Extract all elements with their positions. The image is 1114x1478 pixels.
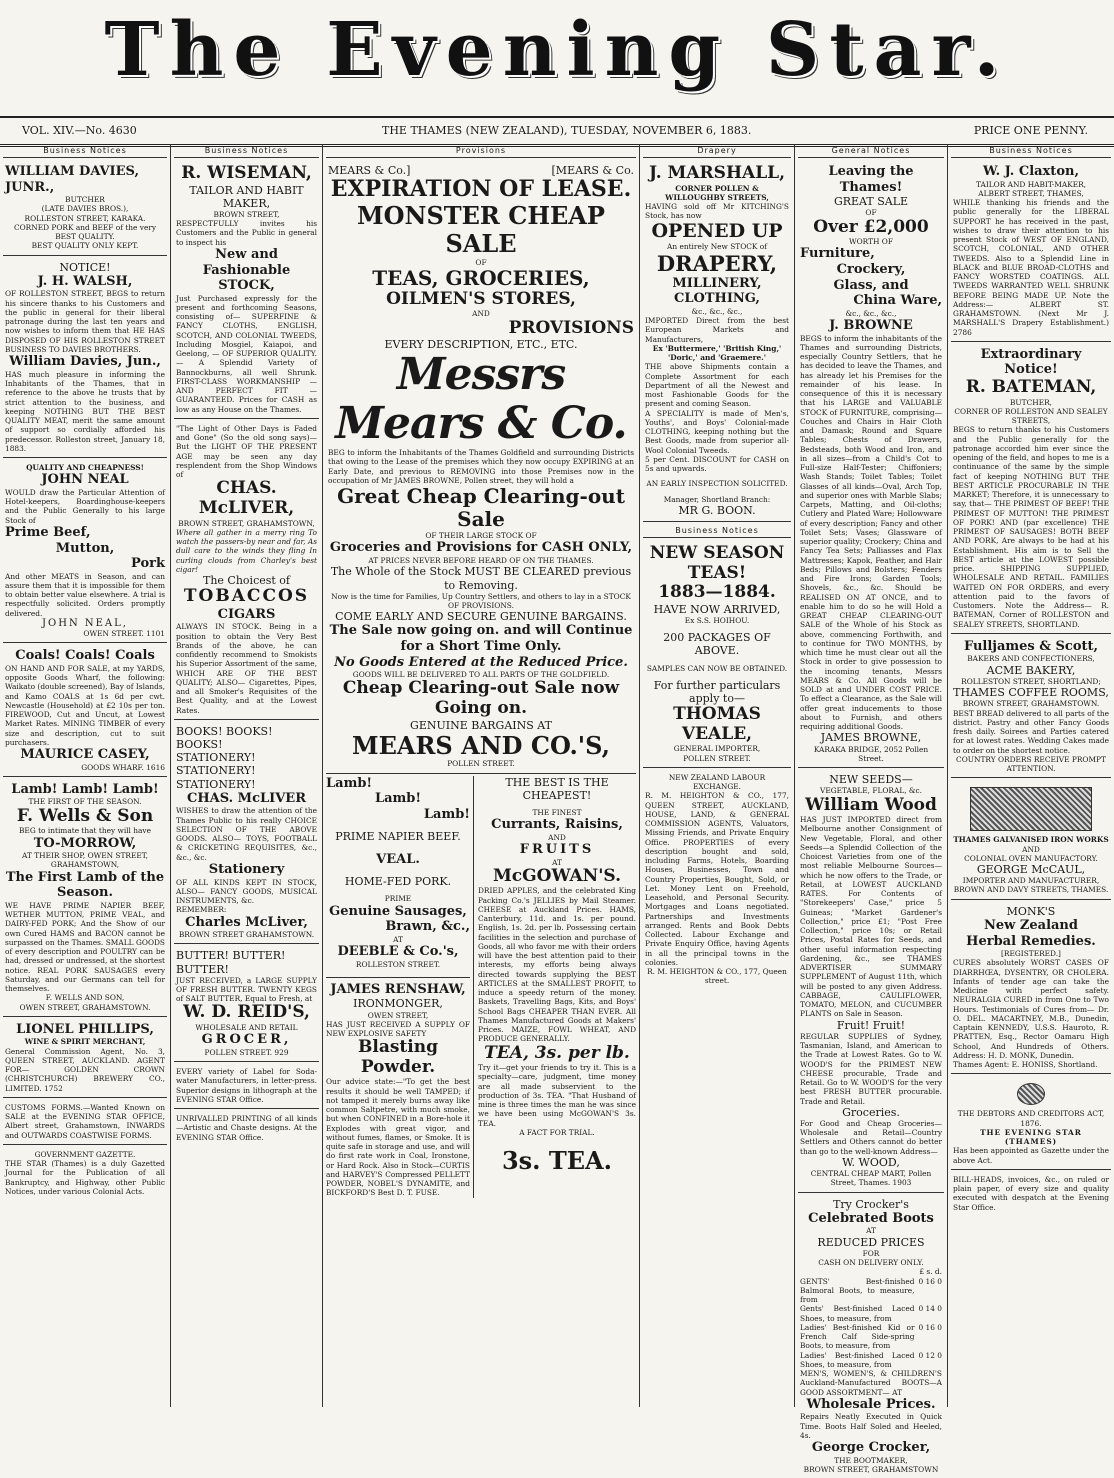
ad-heading: 1883—1884. — [658, 582, 776, 603]
ad-wd-reid — [174, 946, 319, 1062]
ad-heading: THE BEST IS THE CHEAPEST! — [505, 775, 609, 802]
ad-address: OWEN STREET, — [367, 1010, 429, 1020]
ad-subheading: THE FINEST — [532, 807, 582, 817]
ad-tagline: COUNTRY ORDERS RECEIVE PROMPT ATTENTION. — [956, 754, 1106, 774]
ad-connector: AT — [552, 857, 562, 867]
ad-mears-and-co — [326, 161, 636, 774]
ad-books-stationery — [174, 722, 319, 944]
ad-heading: Stationery — [208, 861, 285, 877]
ad-subheading: An entirely New STOCK of — [667, 242, 767, 252]
ad-r-bateman — [951, 344, 1111, 634]
ad-thomas-veale — [643, 541, 791, 768]
ad-address: BROWN AND DAVY STREETS, THAMES. — [953, 885, 1109, 895]
ad-address: BROWN STREET, GRAHAMSTOWN. — [962, 699, 1100, 709]
ad-body: THE above Shipments contain a Complete Assortment for each Department of all the Newest and most Fashionable Goods for the present and coming Season. — [645, 362, 789, 409]
volume-number: VOL. XIV.—No. 4630 — [22, 124, 137, 137]
ad-body: BEST BREAD delivered to all parts of the district. Pastry and other Fancy Goods fresh daily. Soirees and Parties catered for at lowest rates. Wedding Cakes made to order on the shortest notice. — [953, 708, 1109, 755]
ad-james-renshaw — [326, 977, 470, 1198]
ad-item: Genuine Sausages, — [329, 903, 467, 919]
ad-address: CORNER OF ROLLESTON AND SEALEY STREETS, — [954, 406, 1108, 426]
ad-signature: F. WELLS AND SON, — [45, 993, 125, 1003]
ad-subheading: (LATE DAVIES BROS.), — [41, 204, 129, 214]
ad-heading: Fulljames & Scott, — [963, 638, 1099, 654]
ad-subheading: BUTCHER — [65, 195, 105, 205]
ad-body: BEGS to return thanks to his Customers and the Public generally for the patronage accorded him ever since the opening of the field, and hopes to me is a continuance of the same by the simple fact of keeping NOTHING BUT THE BEST ARTICLE PROCURABLE IN THE MARKET; Therefore, it is unnecessary to say, that— THE PRIMEST OF BEEF! THE PRIMEST OF MUTTON! THE PRIMEST OF PORK! AND (par excellence) THE PRIMEST OF SAUSAGES! BOTH BEEF AND PORK, Are always to be had at his Establishment. His aim is to Sell the BEST article at the LOWEST possible price. SHIPPING SUPPLIED, WHOLESALE AND RETAIL. FAMILIES WAITED ON FOR ORDERS, and every attention paid to the favors of Customers. Note the Address— R. BATEMAN, Corner of ROLLESTON and SEALEY STREETS, SHORTLAND. — [953, 425, 1109, 629]
ad-heading: Try Crocker's — [833, 1197, 909, 1211]
ad-heading: NEW SEASON TEAS! — [649, 543, 785, 583]
ad-heading: Great Cheap Clearing-out Sale — [337, 484, 625, 532]
ad-heading: CHAS. McLIVER — [186, 790, 307, 806]
ad-body: CUSTOMS FORMS.—Wanted Known on SALE at the EVENING STAR OFFICE, Albert street, Grahamstown, INWARDS and OUTWARDS COASTWISE FORMS. — [5, 1102, 165, 1140]
ad-subheading: WHOLESALE AND RETAIL — [195, 1023, 298, 1033]
ad-heading: BOOKS! BOOKS! BOOKS! — [176, 724, 273, 752]
ad-heading: NEW ZEALAND LABOUR EXCHANGE. — [668, 772, 766, 792]
ad-connector: OF — [475, 257, 487, 267]
ad-subheading: EVERY DESCRIPTION, ETC., ETC. — [384, 338, 578, 352]
price-item: Ladies' Best-finished Kid or French Calf Side-spring Boots, to measure, from — [800, 1322, 915, 1351]
ad-heading: Lamb! — [374, 791, 422, 807]
ad-heading: BUTTER! BUTTER! BUTTER! — [176, 949, 286, 976]
ad-body: CORNED PORK and BEEF of the very BEST QUALITY. — [13, 222, 157, 242]
ad-heading: CHAS. McLIVER, — [198, 478, 295, 518]
ad-signature: JOHN NEAL, — [42, 617, 128, 629]
provisions-lower — [326, 776, 636, 1416]
ad-monks-herbal — [951, 902, 1111, 1075]
ad-subheading: CASH ON DELIVERY ONLY. — [818, 1258, 924, 1268]
section-caption: General Notices — [798, 144, 944, 158]
ad-heading: LIONEL PHILLIPS, — [16, 1021, 154, 1037]
ad-heading: New Zealand — [984, 917, 1078, 933]
ad-connector: &c., &c., &c., — [691, 306, 743, 316]
ad-heading: DEEBLE & Co.'s, — [337, 943, 459, 959]
ad-body: COME EARLY AND SECURE GENUINE BARGAINS. — [335, 610, 627, 624]
ad-subheading: HAVE NOW ARRIVED, — [653, 602, 781, 616]
ad-connector: AND — [1022, 844, 1040, 854]
ad-heading: OPENED UP — [651, 219, 783, 242]
ad-walsh — [3, 258, 167, 458]
ad-heading: DRAPERY, — [656, 250, 778, 276]
ad-address: BROWN STREET, GRAHAMSTOWN — [803, 1465, 939, 1475]
column-general-notices — [795, 144, 948, 1475]
ad-subheading: GENERAL IMPORTER, — [673, 744, 761, 754]
ad-heading: MONSTER CHEAP SALE — [357, 201, 605, 259]
price-row — [800, 1304, 942, 1323]
ad-body: RESPECTFULLY invites his Customers and the Public in general to inspect his — [176, 219, 317, 247]
ad-william-davies — [3, 161, 167, 256]
ad-item: PRIME NAPIER BEEF. — [335, 830, 461, 844]
ad-heading: MONK'S — [1006, 904, 1056, 918]
ad-address: KARAKA BRIDGE, 2052 Pollen Street. — [813, 744, 929, 763]
ad-debtors-creditors — [951, 1076, 1111, 1170]
ad-heading: Coals! Coals! Coals — [15, 648, 155, 664]
ad-body: Try it—get your friends to try it. This is a specialty—care, judgment, time money are all made subservient to the production of 3s. TEA. "That Husband of mine is three times the man he was since we have been using McGOWAN'S 3s. TEA. — [478, 1063, 636, 1128]
ad-subheading: OF THEIR LARGE STOCK OF — [425, 531, 537, 541]
ad-subheading: THE FIRST OF THE SEASON. — [28, 797, 142, 807]
ad-address: OWEN STREET. 1101 — [83, 628, 165, 638]
ad-subheading: Manager, Shortland Branch: — [663, 494, 771, 504]
ad-heading: McGOWAN'S. — [492, 865, 622, 886]
ad-tagline: A FACT FOR TRIAL. — [519, 1127, 595, 1137]
ad-subheading: TAILOR AND HABIT MAKER, — [189, 183, 304, 210]
newspaper-title: The Evening Star. — [104, 7, 1010, 93]
ad-heading: Lamb! — [423, 806, 470, 822]
price-value: 0 12 0 — [918, 1350, 942, 1360]
ad-heading: F. Wells & Son — [16, 805, 154, 826]
ad-signature: W. WOOD, — [842, 1155, 900, 1169]
ad-heading: GREAT SALE — [833, 195, 909, 209]
ad-heading: No Goods Entered at the Reduced Price. — [334, 654, 628, 670]
ad-connector: AND — [472, 309, 490, 319]
ad-body: DRIED APPLES, and the celebrated King Packing Co.'s JELLIES by Mail Steamer. CHEESE at Auckland Prices. HAMS, Canterbury, 11d. and 1s. per pound. English, 1s. 2d. per lb. Possessing certain facilities in the selection and purchase of Goods, all who favor me with their orders will have the best attention paid to their interests, my efforts being always directed towards supplying the BEST ARTICLES at the SMALLEST PROFIT, to induce a speedy return of the money. Baskets, Travelling Bags, Kits, and Boys' School Bags CHEAPER THAN EVER. All Thames Manufactured Goods at Makers' Prices. MAIZE, FOWL WHEAT, AND PRODUCE GENERALLY. — [478, 886, 636, 1044]
ad-body: 5 per Cent. DISCOUNT for CASH on 5s and upwards. — [645, 454, 789, 474]
ad-connector: PRIME — [384, 894, 412, 904]
ad-heading: MILLINERY, — [672, 275, 762, 291]
price-table-header: £ s. d. — [919, 1267, 942, 1277]
ad-heading: Celebrated Boots — [808, 1210, 934, 1226]
ad-heading: J. MARSHALL, — [648, 163, 786, 183]
ad-address: CORNER POLLEN & WILLOUGHBY STREETS, — [665, 183, 769, 202]
ad-r-wiseman — [174, 161, 319, 419]
price-row — [800, 1277, 942, 1305]
ad-heading: PROVISIONS — [508, 317, 634, 338]
ad-heading: Extraordinary Notice! — [980, 346, 1082, 378]
ad-connector: FOR — [862, 1248, 880, 1258]
ad-heading: Over £2,000 — [813, 216, 929, 237]
ad-william-wood — [798, 770, 944, 1193]
ad-chas-mcliver-tobacco — [174, 421, 319, 720]
ad-body: OF ROLLESTON STREET, BEGS to return his sincere thanks to his Customers and the public in general for their liberal patronage during the last ten years and now wishes to inform them that HE HAS DISPOSED OF HIS ROLLESTON STREET BUSINESS TO DAVIES BROTHERS. — [5, 289, 165, 354]
column-business-notices-1 — [0, 144, 171, 1407]
ad-fulljames-scott — [951, 636, 1111, 778]
ad-subheading: VEGETABLE, FLORAL, &c. — [820, 786, 922, 796]
ad-subheading: BUTCHER, — [1010, 397, 1052, 407]
ad-body: HAS JUST RECEIVED A SUPPLY OF NEW EXPLOSIVE SAFETY — [326, 1019, 470, 1039]
ad-heading: THE DEBTORS AND CREDITORS ACT, 1876. — [957, 1109, 1105, 1128]
ad-subheading: 200 PACKAGES OF ABOVE. — [663, 631, 771, 658]
ad-item: Prime Beef, — [5, 524, 91, 540]
ad-lionel-phillips — [3, 1019, 167, 1098]
ad-address: OWEN STREET, GRAHAMSTOWN. — [19, 1002, 151, 1012]
ad-heading: NEW SEEDS— — [829, 773, 913, 787]
ad-address: GOODS WHARF. 1616 — [81, 762, 165, 772]
section-caption: Provisions — [326, 144, 636, 158]
ad-bill-heads — [951, 1172, 1111, 1216]
ad-subheading: IMPORTER AND MANUFACTURER, — [962, 876, 1100, 886]
ad-subheading: IRONMONGER, — [353, 997, 443, 1011]
ad-labour-exchange — [643, 770, 791, 990]
price-value: 0 14 0 — [918, 1304, 942, 1314]
ad-connector: AT — [393, 934, 403, 944]
ad-address: POLLEN STREET. — [683, 753, 751, 763]
ad-body: UNRIVALLED PRINTING of all kinds —Artistic and Chaste designs. At the EVENING STAR Office. — [176, 1114, 317, 1142]
ad-heading: Wholesale Prices. — [806, 1396, 936, 1412]
ad-connector: &c., &c., &c., — [845, 308, 897, 318]
ad-address: ALBERT STREET, THAMES, — [978, 188, 1084, 198]
ad-body: BILL-HEADS, invoices, &c., on ruled or plain paper, of every size and quality executed with despatch at the Evening Star Office. — [953, 1174, 1109, 1212]
ad-heading: Cheap Clearing-out Sale now Going on. — [342, 678, 620, 718]
coat-of-arms — [1017, 1083, 1045, 1105]
price-item: Gents' Best-finished Laced Shoes, to measure, from — [800, 1304, 915, 1323]
ad-tagline: BEST QUALITY ONLY KEPT. — [31, 241, 139, 251]
ad-heading: GEORGE McCAUL, — [976, 863, 1086, 877]
ad-remember: REMEMBER: — [176, 905, 227, 915]
ad-heading: [MEARS & Co. — [551, 164, 634, 177]
price-item: Ladies' Best-finished Laced Shoes, to measure, from — [800, 1350, 915, 1369]
ad-body: For Good and Cheap Groceries—Wholesale and Retail—Country Settlers and Others cannot do better than go to the well-known Address— — [800, 1118, 942, 1156]
ad-body: ON HAND AND FOR SALE, at my YARDS, opposite Goods Wharf, the following: Waikato (double screened), Bay of Islands, and Kamo COALS at 1s 6d per cwt. Newcastle (Household) at £2 10s per ton. FIREWOOD, Cut and Uncut, at Lowest Market Rates. MINING TIMBER of every size and description, cut to suit purchasers. — [5, 663, 165, 747]
ad-body: CURES absolutely WORST CASES OF DIARRHŒA, DYSENTRY, OR CHOLERA. Infants of tender age can take the Medicine with perfect safety. NEURALGIA CURED in from One to Two Hours. Testimonials of Cures from— Dr. O. DEL. MACARTNEY, M.B., Dunedin, Captain KENNEDY, U.S.S. Hauroto, R. PRATTEN, Esq., Rector Oamaru High School, And Hundreds of Others. Address: H. D. MONK, Dunedin. — [953, 958, 1109, 1060]
ad-signature: MAURICE CASEY, — [20, 747, 150, 763]
ad-heading: W. D. REID'S, — [183, 1002, 310, 1023]
ad-heading: TEA, 3s. per lb. — [484, 1042, 630, 1063]
ad-j-marshall — [643, 161, 791, 522]
ad-body: HAS JUST IMPORTED direct from Melbourne another Consignment of New Vegetable, Floral, and other Seeds—a Splendid Collection of the Choicest Varieties from one of the most reliable Melbourne Sources—which he now offers to the Trade, or Retail, at LOWEST AUCKLAND RATES. For Contents of "Storekeepers' Case," price 5 Guineas; "Market Gardener's Collection," price £1; "Post Free Collection," price 10s; or Retail Prices, Postal Rates for Seeds, and other useful information respecting Gardening, &c., see THAMES ADVERTISER SUMMARY SUPPLEMENT of August 11th, which will be posted to any given Address. CABBAGE, CAULIFLOWER, TOMATO, MELON, and CUCUMBER PLANTS on Sale in Season. — [800, 815, 942, 1019]
ad-body: Has been appointed as Gazette under the above Act. — [953, 1146, 1109, 1165]
price-value: 0 16 0 — [918, 1276, 942, 1286]
ad-body: And other MEATS in Season, and can assure them that it is impossible for them to obtain better value elsewhere. A trial is respectfully solicited. Orders promptly delivered. — [5, 571, 165, 618]
ad-heading: WILLIAM DAVIES, JUNR., — [5, 164, 139, 195]
ad-subheading: Ex S.S. HOIHOU. — [684, 615, 750, 625]
ad-heading: New and Fashionable STOCK, — [202, 246, 291, 294]
ad-heading: CLOTHING, — [674, 291, 760, 307]
ad-item: HOME-FED PORK. — [344, 875, 452, 889]
column-business-notices-3 — [948, 144, 1114, 1407]
ad-subheading: TAILOR AND HABIT-MAKER, — [975, 179, 1087, 189]
ad-body: MEN'S, WOMEN'S, & CHILDREN'S Auckland-Manufactured BOOTS—A GOOD ASSORTMENT— AT — [800, 1369, 942, 1397]
ad-heading: J. BROWNE — [829, 318, 913, 334]
ad-f-wells — [3, 779, 167, 1017]
masthead — [0, 0, 1114, 108]
ad-heading: JAMES RENSHAW, — [330, 981, 466, 997]
ad-customs-forms — [3, 1100, 167, 1145]
price: PRICE ONE PENNY. — [973, 124, 1088, 137]
ad-signature: R. M. HEIGHTON & CO., 177, Queen street. — [647, 967, 787, 986]
ad-body: Just Purchased expressly for the present and forthcoming Seasons, consisting of— SUPERFINE & FANCY CLOTHS, ENGLISH, SCOTCH, AND COLONIAL TWEEDS, Including Mosgiel, Kaiapoi, and Geelong, — OF SUPERIOR QUALITY. — A Splendid Variety of Bannockburns, all well Shrunk. FIRST-CLASS WORKMANSHIP — AND PERFECT FIT — GUARANTEED. Prices for CASH as low as any House on the Thames. — [176, 293, 317, 414]
ad-george-crocker — [798, 1195, 944, 1478]
ad-heading: R. BATEMAN, — [965, 377, 1097, 398]
ad-connector: OF — [865, 208, 877, 218]
ad-body: JUST RECEIVED, a LARGE SUPPLY OF FRESH BUTTER. TWENTY KEGS of SALT BUTTER, Equal to Fresh, at — [176, 975, 317, 1004]
ad-george-mccaul — [951, 780, 1111, 899]
ad-government-gazette — [3, 1147, 167, 1200]
ad-signature: George Crocker, — [811, 1440, 931, 1456]
ad-subheading: The Choicest of — [203, 574, 290, 588]
section-caption: Business Notices — [643, 524, 791, 538]
ad-address: BROWN STREET, GRAHAMSTOWN, — [178, 518, 315, 528]
ad-address: POLLEN STREET. 929 — [204, 1047, 289, 1057]
ad-john-neal — [3, 460, 167, 643]
ad-heading: TOBACCOS — [183, 586, 310, 607]
ad-body: BEGS to inform the inhabitants of the Thames and surrounding Districts, especially Country Settlers, that he has decided to leave the Thames, and has already let his Premises for the remainder of his lease. In consequence of this it is necessary that his LARGE and VALUABLE STOCK of FURNITURE, comprising—Couches and Chairs in Hair Cloth and Damask; Round and Square Tables; Chests of Drawers, Bedsteads, both Wood and Iron, and in all sizes—from a Child's Cot to Full-size Half-Tester; Chiffoniers; Wash Stands; Toilet Tables; Toilet Glasses of all kinds—Oval, Arch Top, and superior ones with Marble Slabs; Carpets, Matting, and Oil-cloths; Cutlery and Plated Ware; Hollowware of every description; Fancy and other Toilet Sets; Vases; Glassware of superior quality; Crockery; China and Fancy Tea Sets; Palliasses and Flax Mattresses; Kapok, Feather, and Hair Beds; Pillows and Bolsters; Fenders and Fire Irons; Garden Tools; Shovels, &c., &c. Should be REALISED ON AT ONCE, and to enable him to do so he will Hold a GREAT CHEAP CLEARING-OUT SALE of the Whole of his Stock as above, commencing Forthwith, and to continue for TWO MONTHS, by which time he must clear out all the Stock in order to give possession to the incoming tenants, Messrs MEARS & Co. All Goods will be SOLD at and UNDER COST PRICE. To effect a Clearance, as the Sale will offer great inducements to those about to Furnish, and others requiring additional Goods. — [800, 333, 942, 732]
ad-heading: THAMES COFFEE ROOMS, — [953, 686, 1109, 700]
ad-address: ROLLESTON STREET, SHORTLAND; — [961, 676, 1101, 686]
ad-connector: AT — [866, 1226, 876, 1236]
ad-address: POLLEN STREET. — [447, 759, 515, 769]
ad-ships: Ex 'Buttermere,' 'British King,' 'Doric,' and 'Graemere.' — [652, 343, 782, 363]
ad-subheading: GENUINE BARGAINS AT — [410, 718, 552, 732]
ad-signature: JAMES BROWNE, — [820, 731, 922, 745]
ad-body: BEG to intimate that they will have — [19, 826, 151, 836]
notice-heading: NOTICE! — [59, 260, 111, 274]
ad-printing — [174, 1111, 319, 1146]
ad-item: Brawn, &c., — [385, 919, 470, 935]
ad-heading: REDUCED PRICES — [817, 1235, 925, 1249]
column-provisions — [323, 144, 640, 1407]
ad-heading: Groceries and Provisions for CASH ONLY, — [329, 540, 633, 556]
ad-subheading: AT PRICES NEVER BEFORE HEARD OF ON THE THAMES. — [368, 556, 594, 566]
ad-signature: Thames Agent: E. HONISS, Shortland. — [953, 1060, 1098, 1070]
ad-heading: Lamb! Lamb! Lamb! — [11, 781, 159, 797]
ad-heading: Currants, Raisins, — [491, 817, 623, 833]
ad-connector: AND — [548, 832, 566, 842]
ad-heading: Lamb! — [326, 775, 373, 791]
ad-address: BROWN STREET, — [213, 209, 280, 219]
ad-signature: MR G. BOON. — [678, 503, 756, 517]
ad-subheading: THE BOOTMAKER, — [834, 1455, 908, 1465]
ad-heading: TEAS, GROCERIES, — [372, 265, 590, 290]
ad-heading: STATIONERY! STATIONERY! STATIONERY! — [176, 751, 256, 791]
ad-item: VEAL. — [376, 851, 420, 867]
ad-body: REGULAR SUPPLIES of Sydney, Tasmanian, Island, and American to the Trade at Lowest Rates. Go to W. WOOD'S for the PRIMEST NEW CHEESE procurable, Trade and Retail. Go to W. WOOD'S for the very best FRESH BUTTER procurable. Trade and Retail. — [800, 1031, 942, 1106]
ad-item: Crockery, — [836, 262, 906, 278]
ad-body: EVERY variety of Label for Soda-water Manufacturers, in letter-press. Superior designs in lithograph at the EVENING STAR Office. — [176, 1067, 317, 1104]
ad-heading: The Sale now going on. and will Continue for a Short Time Only. — [329, 623, 633, 654]
ad-heading: J. H. WALSH, — [37, 273, 133, 289]
ad-body: "The Light of Other Days is Faded and Gone" (So the old song says)— But the LIGHT OF THE PRESENT AGE may be seen any day resplendent from the Shop Windows of — [176, 423, 317, 480]
ad-heading: Leaving the Thames! — [828, 164, 914, 195]
ad-heading: GOVERNMENT GAZETTE. — [34, 1149, 136, 1159]
ad-logo-script: Messrs Mears & Co. — [335, 349, 627, 449]
price-item: GENTS' Best-finished Balmoral Boots, to measure, from — [800, 1276, 915, 1305]
ad-heading: W. J. Claxton, — [983, 164, 1079, 179]
ad-body: THE STAR (Thames) is a duly Gazetted Journal for the Publication of all Bankruptcy, and Highway, other Public Notices, under various Colonial Acts. — [5, 1159, 165, 1196]
ad-body: HAS much pleasure in informing the Inhabitants of the Thames, that in reference to the above he trusts that by strict attention to the business, and keeping NOTHING BUT THE BEST QUALITY MEAT, merit the same amount of support so cordially afforded his predecessor. Rolleston street, January 18, 1883. — [5, 369, 165, 453]
ad-body: The Whole of the Stock MUST BE CLEARED previous to Removing. — [330, 565, 632, 592]
ad-heading: EXPIRATION OF LEASE. — [330, 176, 632, 203]
ad-heading: MEARS AND CO.'S, — [352, 730, 610, 760]
ad-body: For further particulars apply to— — [653, 678, 781, 706]
ad-subheading: AN EARLY INSPECTION SOLICITED. — [646, 479, 788, 489]
ad-heading: ACME BAKERY, — [986, 663, 1076, 677]
ad-body: BEG to inform the Inhabitants of the Thames Goldfield and surrounding Districts that owing to the Lease of the premises which they now occupy EXPIRING at an Early Date, and previous to REMOVING into those Premises now in the occupation of Mr JAMES BROWNE, Pollen street, they will hold a — [328, 448, 634, 485]
ad-subheading: WINE & SPIRIT MERCHANT, — [24, 1037, 146, 1047]
ad-body: WOULD draw the Particular Attention of Hotel-keepers, Boardinghouse-keepers and the Public Generally to his large Stock of — [5, 487, 165, 525]
ad-heading: Herbal Remedies. — [966, 933, 1096, 949]
ad-body: A SPECIALITY is made of Men's, Youths', and Boys' Colonial-made CLOTHING, keeping nothing but the Best Goods, made from superior all-Wool Colonial Tweeds. — [645, 408, 789, 455]
ad-mcgowans — [478, 776, 636, 1175]
ad-heading: MEARS & Co.] — [328, 164, 411, 177]
ad-heading: THOMAS VEALE, — [673, 704, 761, 744]
column-business-notices-2 — [171, 144, 323, 1407]
section-caption: Business Notices — [3, 144, 167, 158]
ad-item: China Ware, — [853, 293, 942, 309]
ad-heading: FRUITS — [519, 842, 595, 858]
ad-heading: R. WISEMAN, — [181, 163, 312, 183]
columns — [0, 144, 1114, 1475]
ad-body: HAVING sold off Mr KITCHING'S Stock, has now — [645, 202, 789, 221]
ad-j-browne — [798, 161, 944, 768]
price-row — [800, 1351, 942, 1370]
ad-heading: JOHN NEAL — [41, 472, 129, 488]
ad-item: Furniture, — [800, 246, 875, 262]
ad-body: Where all gather in a merry ring To watch the passers-by near and far, As dull care to the winds they fling In curling clouds from Charley's best cigar! — [176, 527, 317, 574]
ad-heading: William Wood — [805, 794, 937, 815]
ad-subheading: [REGISTERED.] — [1001, 949, 1061, 959]
dateline-bar — [0, 116, 1114, 147]
ad-body: R. M. HEIGHTON & CO., 177, QUEEN STREET, AUCKLAND, HOUSE, LAND, & GENERAL COMMISSION AGENTS, Valuators, Missing Friends, and Private Enquiry Office. PROPERTIES of every description bought and sold, including Farms, Hotels, Boarding Houses, Businesses, Town and Country Properties, Bought, Sold, or Let. Money Lent on Freehold, Leasehold, and Personal Security. Mortgages and Loans negotiated. Partnerships and Investments arranged. Rents and Book Debts Collected. Labour Exchange and Private Enquiry Office, having Agents in all the principal towns in the colonies. — [645, 791, 789, 967]
ad-body: Now is the time for Families, Up Country Settlers, and others to lay in a STOCK OF PROVISIONS. — [331, 591, 631, 610]
ad-address: BROWN STREET GRAHAMSTOWN. — [178, 930, 315, 940]
ad-heading: THAMES GALVANISED IRON WORKS — [953, 835, 1109, 845]
ad-address: AT THEIR SHOP, OWEN STREET, GRAHAMSTOWN, — [22, 851, 148, 870]
ad-connector: WORTH OF — [848, 237, 893, 247]
ad-body: SAMPLES CAN NOW BE OBTAINED. — [646, 663, 788, 673]
ad-body: ALWAYS IN STOCK. Being in a position to obtain the Very Best Brands of the above, he can confidently recommend to Smokists his Superior Assortment of the same, WHICH ARE OF THE BEST QUALITY; ALSO— Cigarettes, Pipes, and all Smoker's Requisites of the Best Quality, and at the Lowest Rates. — [176, 622, 317, 715]
ad-heading: William Davies, Jun., — [9, 354, 161, 370]
ad-subheading: BAKERS AND CONFECTIONERS, — [967, 654, 1095, 664]
oven-illustration — [970, 787, 1092, 831]
ad-body: Our advice state:—"To get the best results it should be well TAMPED; if not tamped it merely burns away like common Saltpetre, with much smoke, but when CONFINED in a Bore-hole it Explodes with great vigor, and without fumes, flames, or Smoke. It is quite safe in storage and use, and will do first rate work in Coal, Ironstone, or Hard Rock. Also in Stock—CURTIS and HARVEY'S Compressed PELLETT POWDER, NOBEL'S DYNAMITE, and BICKFORD'S Best D. T. FUSE. — [326, 1077, 470, 1198]
ad-body: GOODS WILL BE DELIVERED TO ALL PARTS OF THE GOLDFIELD. — [352, 670, 610, 680]
ad-heading: GROCER, — [201, 1032, 292, 1048]
ad-body: WE HAVE PRIME NAPIER BEEF, WETHER MUTTON, PRIME VEAL, and DAIRY-FED PORK; And the Show of our own Cured HAMS and BACON cannot be surpassed on the Thames. SMALL GOODS of every description and POULTRY can be had, dressed or undressed, at the shortest notice. REAL PORK SAUSAGES every Saturday, and our Germans can tell for themselves. — [5, 900, 165, 994]
ad-maurice-casey — [3, 645, 167, 777]
price-row — [800, 1323, 942, 1351]
ad-labels — [174, 1064, 319, 1109]
ad-heading: Blasting Powder. — [358, 1037, 438, 1077]
ad-deeble-and-co — [326, 776, 474, 1198]
ad-heading: COLONIAL OVEN MANUFACTORY. — [964, 853, 1098, 863]
ad-heading: TO-MORROW, — [33, 835, 137, 851]
ad-heading: The First Lamb of the Season. — [5, 869, 165, 901]
ad-heading: Charles McLiver, — [185, 914, 308, 930]
issue-date: THE THAMES (NEW ZEALAND), TUESDAY, NOVEMBER 6, 1883. — [382, 124, 752, 137]
ad-address: CENTRAL CHEAP MART, Pollen Street, Thames. 1903 — [810, 1169, 932, 1188]
ad-body: General Commission Agent, No. 3, QUEEN STREET, AUCKLAND. AGENT FOR— GOLDEN CROWN (CHRISTCHURCH) BREWERY CO., LIMITED. 1752 — [5, 1046, 165, 1093]
ad-item: Pork — [131, 556, 165, 572]
ad-heading: OILMEN'S STORES, — [386, 288, 576, 309]
ad-body: WISHES to draw the attention of the Thames Public to his really CHOICE SELECTION OF THE ABOVE GOODS. ALSO— TOYS, FOOTBALL & CRICKETING REQUISITES, &c., &c., &c. — [176, 806, 317, 862]
ad-item: Glass, and — [833, 277, 909, 293]
ad-heading: Fruit! Fruit! — [836, 1018, 906, 1032]
ad-tagline: QUALITY AND CHEAPNESS! — [26, 463, 144, 473]
ad-heading: 3s. TEA. — [501, 1146, 613, 1176]
section-caption: Business Notices — [174, 144, 319, 158]
ad-body: Repairs Neatly Executed in Quick Time. Boots Half Soled and Heeled, 4s. — [800, 1412, 942, 1440]
ad-wj-claxton — [951, 161, 1111, 342]
ad-address: ROLLESTON STREET. — [355, 959, 441, 969]
price-table — [800, 1277, 942, 1370]
ad-body: IMPORTED Direct from the best European Markets and Manufacturers, — [645, 316, 789, 344]
ad-heading: Groceries. — [842, 1105, 900, 1119]
section-caption: Drapery — [643, 144, 791, 158]
column-drapery — [640, 144, 795, 1407]
section-caption: Business Notices — [951, 144, 1111, 158]
ad-heading: CIGARS — [217, 606, 276, 622]
ad-item: Mutton, — [55, 540, 115, 556]
ad-body: OF ALL KINDS KEPT IN STOCK, ALSO— FANCY GOODS, MUSICAL INSTRUMENTS, &c. — [176, 877, 317, 905]
ad-body: WHILE thanking his friends and the public generally for the LIBERAL SUPPORT he has received in the past, wishes to draw their attention to his present Stock of WEST OF ENGLAND, SCOTCH, COLONIAL, AND OTHER TWEEDS. Also to a Splendid Line in BLACK and BLUE BROAD-CLOTHS and FANCY WORSTED COATINGS. ALL TWEEDS WARRANTED WELL SHRUNK BEFORE BEING MADE UP. Note the Address:— ALBERT ST. GRAHAMSTOWN. (Next Mr J. MARSHALL'S Drapery Establishment.) 2786 — [953, 198, 1109, 337]
ad-address: ROLLESTON STREET, KARAKA. — [24, 213, 146, 223]
ad-heading: THE EVENING STAR (THAMES) — [980, 1127, 1082, 1147]
price-value: 0 16 0 — [918, 1322, 942, 1332]
